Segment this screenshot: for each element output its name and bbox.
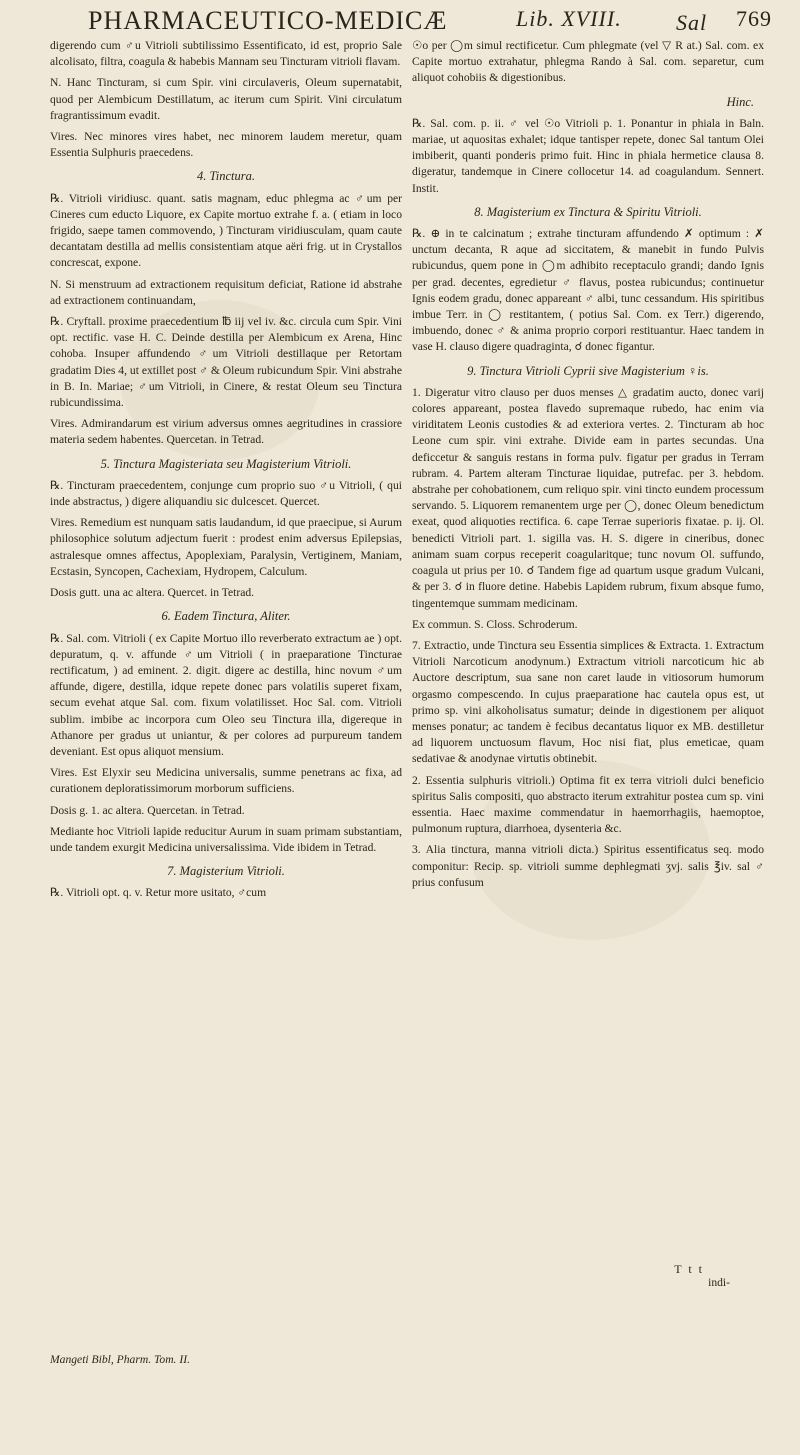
paragraph: Dosis gutt. una ac altera. Quercet. in Tetrad. xyxy=(50,586,255,600)
paragraph: 1. Digeratur vitro clauso per duos menses △ gradatim aucto, donec varij colores appareant, postea flavedo supremaque rubedo, hac enim via viriditatem Leonis custodies & ad exteriora vertes. 2. Tincturam ab hoc Leone cum spir. vini extrahe. Divide eam in partes secundas. Una deficcetur & sanguis restans in forma pulv. figatur per gradus in Terram rubram. 4. Partem alteram Tincturae liquidae, putrefac. per 3. hebdom. abstrahe per cohobationem, cum reliquo spir. vini tincto eundem processum servando. 5. Liquorem remanentem urge per ◯, donec Oleum benedictum exeat, quod aliquoties rectifica. 6. cape Terrae superioris fixatae. p. ij. Ol. benedicti Vitrioli part. 1. sigilla vas. H. S. digere in cineribus, donec animam suam corpus receperit coagularitque; tunc novum Ol. suffundo, coagula ut prius per 10. ☌ Tandem fige ad quartum usque gradum Vulcani, & per 3. ☌ in fluore detine. Habebis Lapidem rubrum, fixum absque fumo, tingentemque summam medicinam. xyxy=(412,385,764,610)
paragraph: Vires. Est Elyxir seu Medicina universalis, summe penetrans ac fixa, ad curationem deploratissimorum morborum sufficiens. xyxy=(50,766,402,796)
paragraph: ℞. Cryftall. proxime praecedentium ℔ iij vel iv. &c. circula cum Spir. Vini opt. rectific. vase H. C. Deinde destilla per Alembicum ex Arena, Hinc cohoba. Insuper affundendo ♂um Vitrioli destillaque per Retortam gradatim Dies 4, ut extillet post ♂ & Oleum rubicundum Spir. Vini abstrahe in B. In. Mariae; ♂um Vitrioli, in Cinere, & restat Oleum seu Tinctura rubicundissima. xyxy=(50,315,402,410)
paragraph: N. Si menstruum ad extractionem requisitum deficiat, Ratione id abstrahe ad extractionem continuandam, xyxy=(50,277,402,307)
paragraph: Mediante hoc Vitrioli lapide reducitur Aurum in suam primam substantiam, unde tandem exurgit Medicina universalissima. Vide ibidem in Tetrad. xyxy=(50,824,402,854)
paragraph: Vires. Admirandarum est virium adversus omnes aegritudines in crassiore materia sedem habentes. Quercetan. in Tetrad. xyxy=(50,417,402,447)
section-heading: 5. Tinctura Magisteriata seu Magisterium Vitrioli. xyxy=(100,456,352,471)
paragraph: 7. Extractio, unde Tinctura seu Essentia simplices & Extracta. 1. Extractum Vitrioli Narcoticum anodynum.) Extractum vitrioli narcoticum hic ab Auctore descriptum, sua sane non caret laude in vitiosorum humorum orgasmo compescendo. In cujus praeparatione hac cautela opus est, ut primo sp. vini alkoholisatus sumatur; deinde in digestionem per aliquot menses ponatur; ac tandem è fecibus decantatus liquor ex MB. destilletur ad liquorem unctuosum flavum, Hoc nisi fiat, plus emeticae, quam sedativae & anodynae virtutis obtinebit. xyxy=(412,638,764,766)
section-heading: 8. Magisterium ex Tinctura & Spiritu Vitrioli. xyxy=(474,204,702,219)
left-column xyxy=(50,38,402,907)
section-heading: 9. Tinctura Vitrioli Cyprii sive Magisterium ♀is. xyxy=(467,363,709,378)
paragraph: ℞. Vitrioli opt. q. v. Retur more usitato, ♂cum xyxy=(50,886,267,900)
paragraph: N. Hanc Tincturam, si cum Spir. vini circulaveris, Oleum supernatabit, quod per Alembicum Destillatum, ac iterum cum Spirit. Vini circulatum fragrantissimum evadit. xyxy=(50,76,402,122)
header-title: PHARMACEUTICO-MEDICÆ xyxy=(88,6,448,35)
paragraph: Ex commun. S. Closs. Schroderum. xyxy=(412,617,578,631)
paragraph: 3. Alia tinctura, manna vitrioli dicta.) Spiritus essentificatus seq. modo componitur: Recip. sp. vitrioli summe dephlegmati ʒvj. salis ℥iv. sal ♂ prius confusum xyxy=(412,843,764,889)
header-section: Sal xyxy=(676,10,708,35)
section-heading: 4. Tinctura. xyxy=(197,169,255,184)
paragraph: ℞. ⊕ in te calcinatum ; extrahe tincturam affundendo ✗ optimum : ✗ unctum decanta, R aque ad siccitatem, & manebit in fundo Pulvis rubicundus, quem pone in ◯m adhibito receptaculo grandi; dando Ignis per grad. decentes, egredietur ♂ flavus, postea rubicundus; continuetur Ignis eodem gradu, donec appareant ♂ albi, tunc cessandum. His spiritibus imbue Terr. in ◯ restitantem, ( potius Sal. Com. ex Terr.) digerendo, imbuendo, donec ♂ & anima proprio corpori restituantur. Haec tandem in vase H. clauso digere quadraginta, ☌ donec figantur. xyxy=(412,227,764,354)
paragraph: ℞. Tincturam praecedentem, conjunge cum proprio suo ♂u Vitrioli, ( qui inde abstractus, ) digere aliquandiu sic dulcescet. Quercet. xyxy=(50,478,402,509)
paragraph: Vires. Remedium est nunquam satis laudandum, id que praecipue, si Aurum philosophice solutum adjectum fuerit : prodest enim adversus Epilepsias, astralesque omnes affectus, Apoplexiam, Paralysin, Vertiginem, Maniam, Ecstasin, Syncopen, Cachexiam, Hydropem, Calculum. xyxy=(50,516,402,578)
section-heading: 6. Eadem Tinctura, Aliter. xyxy=(161,609,291,624)
paragraph: ℞. Vitrioli viridiusc. quant. satis magnam, educ phlegma ac ♂um per Cineres cum educto Liquore, ex Capite mortuo extrahe f. a. ( etiam in loco frigido, saepe tamen commovendo, ) Tincturam viridiusculam, quam caute decantatam destilla ad mellis consistentiam atque aëri frig. ut in Crystallos concrescat, expone. xyxy=(50,191,402,270)
header-book: Lib. XVIII. xyxy=(516,6,622,31)
section-heading: Hinc. xyxy=(726,94,754,109)
paragraph: ℞. Sal. com. p. ii. ♂ vel ☉o Vitrioli p. 1. Ponantur in phiala in Baln. mariae, ut aquositas exhalet; idque tantisper repete, donec Sal tantum Olei imbiberit, quanti ponderis primo fuit. Hinc in phiala hermetice clausa 8. digeratur, tandemque in Cinere collocetur 14. ad coagulandum. Sennert. Instit. xyxy=(412,116,764,195)
catchword: indi- xyxy=(708,1276,730,1289)
footer-citation: Mangeti Bibl, Pharm. Tom. II. xyxy=(50,1353,190,1366)
paragraph: Vires. Nec minores vires habet, nec minorem laudem meretur, quam Essentia Sulphuris praecedens. xyxy=(50,130,402,160)
paragraph: 2. Essentia sulphuris vitrioli.) Optima fit ex terra vitrioli dulci beneficio spiritus Salis compositi, quo abstracto iterum extrahitur postea cum sp. vini essentia. Haec maxime commendatur in haemorrhagiis, haemoptoe, pulmonum ruptura, diarrhoea, dysenteria &c. xyxy=(412,773,764,836)
page-number: 769 xyxy=(736,6,772,31)
paragraph: ℞. Sal. com. Vitrioli ( ex Capite Mortuo illo reverberato extractum ae ) opt. depuratum, q. v. affunde ♂um Vitrioli ( in praeparatione Tincturae rectificatum, ) ad eminent. 2. digit. digere ac destilla, hinc novum ♂um affunde, digere, destilla, idque repete donec pars volatilis superet fixam, secum evehat atque Sal. com. fixum volatilisset. Hoc Sal. com. Vitrioli sublim. imbibe ac incorpora cum Oleo seu Tinctura illa, digereque in Athanore per gradus ut uniantur, & per colores ad purpureum tandem deveniant. Est opus aliquot mensium. xyxy=(50,631,402,758)
signature-mark: T t t xyxy=(674,1262,704,1276)
paragraph: digerendo cum ♂u Vitrioli subtilissimo Essentificato, id est, proprio Sale alcolisato, filtra, coagula & habebis Mannam seu Tincturam vitrioli flavam. xyxy=(50,39,402,69)
right-column xyxy=(412,38,764,896)
section-heading: 7. Magisterium Vitrioli. xyxy=(167,864,285,879)
paragraph: Dosis g. 1. ac altera. Quercetan. in Tetrad. xyxy=(50,803,245,817)
paragraph: ☉o per ◯m simul rectificetur. Cum phlegmate (vel ▽ R at.) Sal. com. ex Capite mortuo extrahatur, phlegma Rando à Sal. com. separetur, cum aliquot cohobiis & digestionibus. xyxy=(412,39,764,85)
